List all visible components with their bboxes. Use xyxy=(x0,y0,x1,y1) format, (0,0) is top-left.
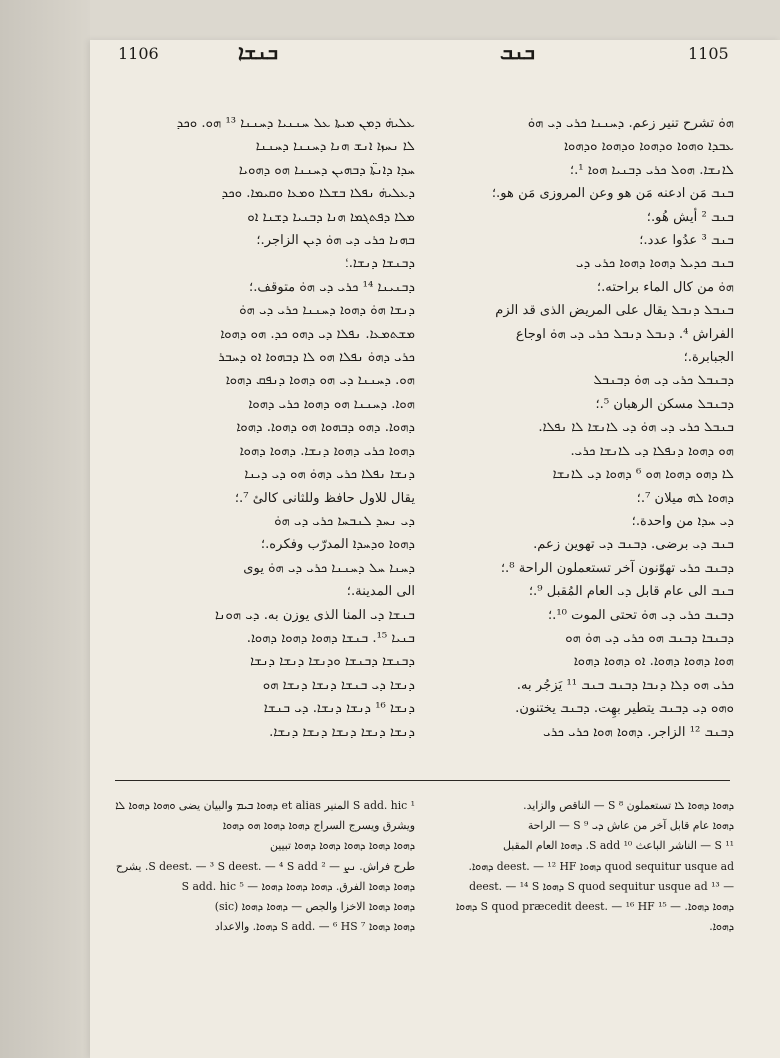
footnote-line: ܕܗܘܐ. xyxy=(709,920,734,934)
text-line: الى المدينة.؛ xyxy=(346,584,415,600)
text-line: ܘܗܘ ܕܝ ܕܒܢܒ يتطير بهِت. ܕܒܢܒ يختنون. xyxy=(515,701,734,717)
text-line: ܕܢܫܐ ܕܝ ܒܢܫܐ ܕܢܫܐ ܕܢܫܐ ܗܘ xyxy=(262,677,415,693)
text-line: ܒܢܝܐ ¹⁵. ܒܢܫܐ ܕܗܘܐ ܕܗܘܐ ܕܗܘܐ. xyxy=(246,630,415,646)
text-line: ܒܢܒ ³ عدُوا عدد.؛ xyxy=(639,233,734,249)
text-line: ܥܠܝܗ̇ ܕܡܢ ܡܝܬܐ ܥܠ ܚܢܢܝܐ ܕܚܢܢܐ ¹³ ܗܘ. ܘܟܕ xyxy=(176,116,415,131)
footnote-line: ܕܗܘܐ ܕܗܘܐ الاخزا والجص — ܕܗܘܐ ܕܗܘܐ (sic) xyxy=(214,900,415,914)
text-line: ܒܢܒ ܕܝ برضى. ܕܒܢܒ ܕܝ تهوين زعم. xyxy=(533,537,734,553)
text-line: ܠܐ ܕܗܘ ܕܗܘܐ ܗܘ ⁶ ܕܗܘܐ ܕܝ ܠܐܢܫܐ xyxy=(552,467,734,483)
text-line: ܗܘܐ ܕܗܘܐ ܕܗܘܐ. ܐܘ ܕܗܘܐ ܕܗܘܐ xyxy=(573,654,734,670)
footnote-line: — ¹³ S quod sequitur usque ad ܕܗܘܐ deest. — ¹⁴ S xyxy=(469,879,734,893)
footnote-line: ܕܗܘܐ ܕܗܘܐ ܠܐ تستعملون ⁸ S — الناقص والزايد. xyxy=(523,799,734,812)
text-line: ܕܢܫܐ ܕܢܫܐ ܕܢܫܐ ܕܢܫܐ ܕܢܫܐ. xyxy=(269,724,415,740)
footnote-line: ܕܗܘܐ ܕܗܘܐ الفرق. ܕܗܘܐ ܕܗܘܐ ܕܗܘܐ — ⁵ S add. hic xyxy=(181,879,415,893)
text-line: ܕܝ ܚܕܐ من واحدة.؛ xyxy=(631,513,734,529)
running-head-left: ܒܢܫܐ xyxy=(238,40,279,64)
text-line: ܒܢܒ مَن ادعنه مَن هو وعن المروزى مَن هو.؛ xyxy=(491,186,734,202)
text-line: ܕܢܫܐ ܗܘ̇ ܕܗܘܐ ܕܚܢܢܐ ܟܪܝ ܕܝ ܗܘ̇ xyxy=(239,303,415,319)
text-line: ܕܒܢܫܐ ܕܢܫܐ.؛ xyxy=(345,256,415,272)
footnote-line: ܕܗܘܐ ܕܗܘܐ ⁷ S add. — ⁶ HS ܕܗܘܐ. والاعداد xyxy=(214,920,415,934)
text-line: ܗܘ. ܕܚܢܢܐ ܕܝ ܗܘ ܕܗܘܐ ܕܢܦܩ ܕܗܘܐ xyxy=(225,373,415,389)
text-line: ܡܫܬܡܥܐ. ܢܦܠܐ ܕܝ ܕܗܘ ܟܕ. ܗܘ ܕܗܘܐ xyxy=(220,326,415,342)
footnote-line: ܕܗܘܐ ܕܗܘܐ. — ¹⁵ S quod præcedit deest. — ¹⁶ HF ܕܗܘܐ xyxy=(455,900,734,914)
text-line: ܟܪܝ ܕܗܘ̇ ܢܦܠܐ ܗܘ ܠܐ ܕܒܗܘܐ ܐܘ ܕܚܒܪ xyxy=(218,350,415,366)
footnote-line: ¹¹ S — الناشر الباعث ¹⁰ S add. ܕܗܘܐ العام المقبل xyxy=(503,839,734,853)
text-line: ܒܢܒ ܟܕܝܠ ܕܗܘܐ ܕܗܘܐ ܟܪܝ ܕܝ xyxy=(576,256,734,272)
text-line: الجبابرة.؛ xyxy=(683,350,734,366)
text-line: ܕܒܢܒܠ ܟܪܝ ܕܝ ܗܘ̇ ܕܒܢܒܠ xyxy=(593,373,734,389)
text-line: ܕܒܢܝܢܐ ¹⁴ ܟܪܝ ܕܝ ܗܘ̇ متوقف.؛ xyxy=(249,279,415,295)
footnote-line: طرح فراش. ܢܨ — ² S deest. — ³ S deest. — ⁴ S add. يشرح xyxy=(115,859,415,873)
text-line: ܠܐ ܢܚܙܐ ܐܢܫ ܗܢܐ ܕܚܢܢܐ ܕܚܢܢܐ xyxy=(255,139,415,155)
page-gutter xyxy=(0,0,90,1058)
text-line: ܠܐܢܫܐ. ܗܘܠ ܟܪܝ ܕܒܢܝܐ ܗܘܐ ¹.؛ xyxy=(569,162,734,178)
text-line: يقال للاول حافظ وللثانى كالئ ⁷.؛ xyxy=(234,490,415,506)
text-line: ܕܒܢܒ ܟܪܝ تهوّنون آخر تستعملون الراحة ⁸.؛ xyxy=(500,560,734,576)
page-number-left: 1106 xyxy=(118,44,159,63)
text-line: ܗܘ̇ تشرح تنير زعم. ܕܚܢܢܐ ܟܪܝ ܕܝ ܗܘ̇ xyxy=(527,116,734,131)
footnote-line: ويشرق ويسرج السراج ܕܗܘܐ ܕܗܘܐ ܗܘ ܕܗܘܐ xyxy=(222,819,415,833)
text-line: ܒܗܢܐ ܟܪܝ ܕܝ ܗܘ̇ ܕܝܢ الزاجر.؛ xyxy=(256,233,415,249)
text-line: ܕܚܢܐ ܚܠ ܕܚܢܢܐ ܟܪܝ ܕܝ ܗܘ̇ يوى xyxy=(243,560,415,576)
footnote-line: quod sequitur usque ad ܕܗܘܐ deest. — ¹² HF ܕܗܘܐ. xyxy=(468,859,734,873)
footnotes-left xyxy=(115,796,415,937)
footnote-rule xyxy=(115,780,730,781)
text-line: ܕܝ ܢܚܕ ܠܢܒܚܐ ܟܪܝ ܕܝ ܗܘ̇ xyxy=(274,513,415,529)
footnote-line: ܕܗܘܐ ܕܗܘܐ ܕܗܘܐ ܕܗܘܐ ܕܗܘܐ تبيين xyxy=(270,839,415,853)
right-text-column xyxy=(428,112,734,744)
text-line: الفراش ⁴. ܕܢܒܠ ܕܢܒܠ ܟܪܝ ܕܝ ܗܘ̇ اوجاع xyxy=(515,326,734,342)
text-line: ܗܘ̇ من كال الماء براحته.؛ xyxy=(596,279,734,295)
text-line: ܕܒܢܒܐ ܕܒܢܒ ܗܘ ܟܪܝ ܕܝ ܗܘ̇ ܗܘ xyxy=(565,630,734,646)
page-number-right: 1105 xyxy=(688,44,729,63)
text-line: ܚܕܐ ܕܐܢܬ̈ܐ ܕܒܗܝܢ ܕܚܢܢܐ ܗܘ ܕܗܘܝܐ xyxy=(238,162,415,178)
running-head-right: ܒܢܒ xyxy=(500,40,535,64)
text-line: ܕܒܢܒ ¹² الزاجر. ܕܗܘܐ ܗܘܐ ܟܪܝ ܟܪܝ xyxy=(543,724,734,740)
text-line: ܕܢܫܐ ¹⁶ ܕܢܫܐ ܕܢܫܐ. ܕܝ ܒܢܫܐ xyxy=(263,701,415,717)
footnote-line: ܕܗܘܐ عام قابل آخر من عاش ܕܝ ⁹ S — الراحة xyxy=(527,819,734,833)
text-line: ܒܢܒܠ ܟܪܝ ܕܝ ܗܘ̇ ܕܝ ܠܐܢܫܐ ܠܐ ܢܦܠܐ. xyxy=(538,420,734,436)
text-line: ܕܗܘܐ ܘܕܚܕܐ المدرّب وفكره.؛ xyxy=(260,537,415,553)
text-line: ܕܒܢܫܐ ܕܒܢܫܐ ܘܕܢܫܐ ܕܢܫܐ ܕܢܫܐ xyxy=(250,654,415,670)
text-line: ܒܢܒ الى عام قابل ܕܝ العام المُقبل ⁹.؛ xyxy=(528,584,734,600)
text-line: ܒܢܫܐ ܕܝ المنا الذى يوزن به. ܕܝ ܗܘܢܐ xyxy=(214,607,415,623)
text-line: ܡܠܐ ܕܦܬܓܡܐ ܗܢܐ ܕܒܢܝܐ ܕܫܢܐ ܐܘ xyxy=(247,209,415,225)
text-line: ܗܘܐ. ܕܚܢܢܐ ܗܘ ܕܗܘܐ ܟܪܝ ܕܗܘܐ xyxy=(248,396,415,412)
text-line: ܕܒܢܒ ܟܪܝ ܕܝ ܗܘ̇ تحتى الموت ¹⁰.؛ xyxy=(547,607,734,623)
text-line: ܒܢܒܠ ܕܢܒܠ يقال على المريض الذى قد الزم xyxy=(495,303,734,319)
text-line: ܒܢܒ ² أيش هُو.؛ xyxy=(646,209,734,225)
footnotes-right xyxy=(428,796,734,937)
footnote-line: ¹ S add. hic المنير et alias ܕܗܘܐ ܒܝܡ والبيان يضى ܘܗܘܐ ܕܗܘܐ ܠܐ xyxy=(115,799,415,812)
text-line: ܕܢܫܐ ܢܦܠܐ ܟܪܝ ܕܗܘ̇ ܗܘ ܕܝ ܕܝܢܐ xyxy=(244,467,415,483)
text-line: ܗܘ ܕܗܘܐ ܕܢܦܠܐ ܕܝ ܠܐܢܫܐ ܟܪܝ. xyxy=(570,443,734,459)
text-line: ܕܒܢܒܠ مسكن الرهبان ⁵.؛ xyxy=(595,396,734,412)
text-line: ܕܗܘܐ. ܕܗܘ ܕܒܗܘܐ ܗܘ ܕܗܘܐ. ܕܗܘܐ xyxy=(236,420,415,436)
text-line: ܕܗܘܐ ܠܗ ميلان ⁷.؛ xyxy=(636,490,734,506)
text-line: ܕܥܠܝܗ̇ ܢܦܠܐ ܒܫܠܐ ܘܡܥܐ ܘܩܝܡܐ. ܘܟܕ xyxy=(221,186,415,202)
text-line: ܟܪܝ ܗܘ ܕܠܐ ܕܢܒܐ ܕܒܢܒ ܒܢܒ ¹¹ يَزجُر به. xyxy=(516,677,734,693)
left-text-column xyxy=(115,112,415,744)
text-line: ܥܒܕܐ ܘܗܘܐ ܘܕܗܘܐ ܘܕܗܘܐ ܘܕܗܘܐ xyxy=(564,139,734,155)
text-line: ܕܗܘܐ ܟܪܝ ܕܗܘܐ ܕܢܫܐ. ܕܗܘܐ ܕܗܘܐ xyxy=(239,443,415,459)
